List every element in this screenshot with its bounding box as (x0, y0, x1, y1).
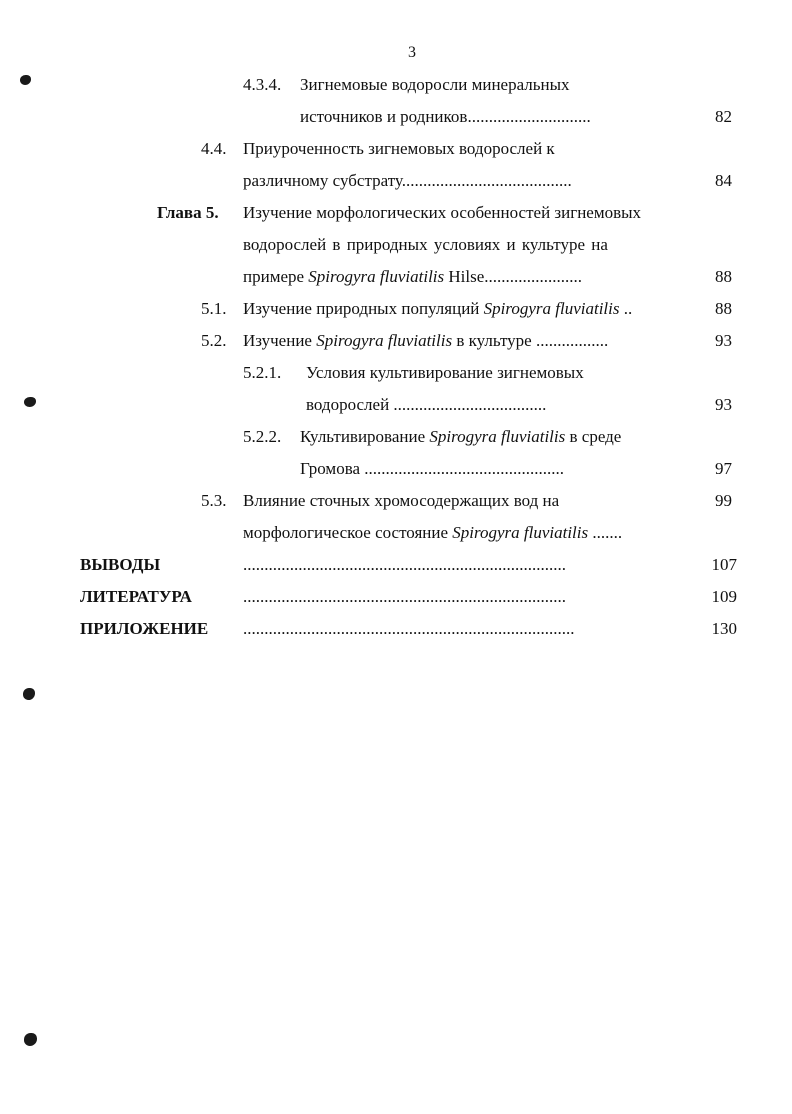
toc-page: 109 (711, 587, 737, 606)
toc-page: 99 (715, 491, 732, 510)
toc-number: 5.3. (201, 491, 227, 510)
toc-section-title: ПРИЛОЖЕНИЕ (80, 619, 209, 638)
toc-number: 4.4. (201, 139, 227, 158)
toc-title: Влияние сточных хромосодержащих вод на (243, 491, 560, 510)
toc-title-cont: различному субстрату........................................ (243, 171, 572, 190)
toc-title-cont: источников и родников............................. (300, 107, 591, 126)
toc-page: 82 (715, 107, 732, 126)
toc-number: 5.2. (201, 331, 227, 350)
toc-page: 107 (711, 555, 737, 574)
toc-number: 4.3.4. (243, 75, 282, 94)
toc-title: Изучение морфологических особенностей зигнемовых (243, 203, 642, 222)
toc-page: 97 (715, 459, 732, 478)
toc-chapter-number: Глава 5. (157, 203, 219, 222)
toc-title-cont: Громова ............................................... (300, 459, 565, 478)
toc-page: 88 (715, 267, 732, 286)
toc-page: 130 (711, 619, 737, 638)
page-number: 3 (408, 44, 416, 61)
toc-title: Культивирование Spirogyra fluviatilis в среде (300, 427, 622, 446)
toc-page: 88 (715, 299, 732, 318)
binding-hole-mark (24, 397, 36, 407)
toc-title-cont: примере Spirogyra fluviatilis Hilse....................... (243, 267, 583, 286)
toc-title: Приуроченность зигнемовых водорослей к (243, 139, 555, 158)
binding-hole-mark (24, 1033, 37, 1046)
toc-page: 93 (715, 395, 732, 414)
toc-title: Изучение Spirogyra fluviatilis в культуре ................. (243, 331, 609, 350)
binding-hole-mark (20, 75, 31, 85)
toc-title: Изучение природных популяций Spirogyra fluviatilis .. (243, 299, 633, 318)
toc-title: Зигнемовые водоросли минеральных (300, 75, 570, 94)
binding-hole-mark (23, 688, 35, 700)
toc-section-title: ЛИТЕРАТУРА (80, 587, 192, 606)
toc-title-cont: морфологическое состояние Spirogyra fluviatilis ....... (243, 523, 623, 542)
toc-section-title: ВЫВОДЫ (80, 555, 161, 574)
toc-leader: .............................................................................. (243, 619, 575, 638)
toc-number: 5.1. (201, 299, 227, 318)
toc-title: Условия культивирование зигнемовых (306, 363, 584, 382)
toc-leader: ............................................................................ (243, 587, 566, 606)
toc-title-cont: водорослей .................................... (306, 395, 547, 414)
toc-number: 5.2.1. (243, 363, 282, 382)
toc-page: 84 (715, 171, 732, 190)
toc-leader: ............................................................................ (243, 555, 566, 574)
toc-number: 5.2.2. (243, 427, 282, 446)
toc-title-cont: водорослей в природных условиях и культуре на (243, 235, 608, 254)
toc-page: 93 (715, 331, 732, 350)
